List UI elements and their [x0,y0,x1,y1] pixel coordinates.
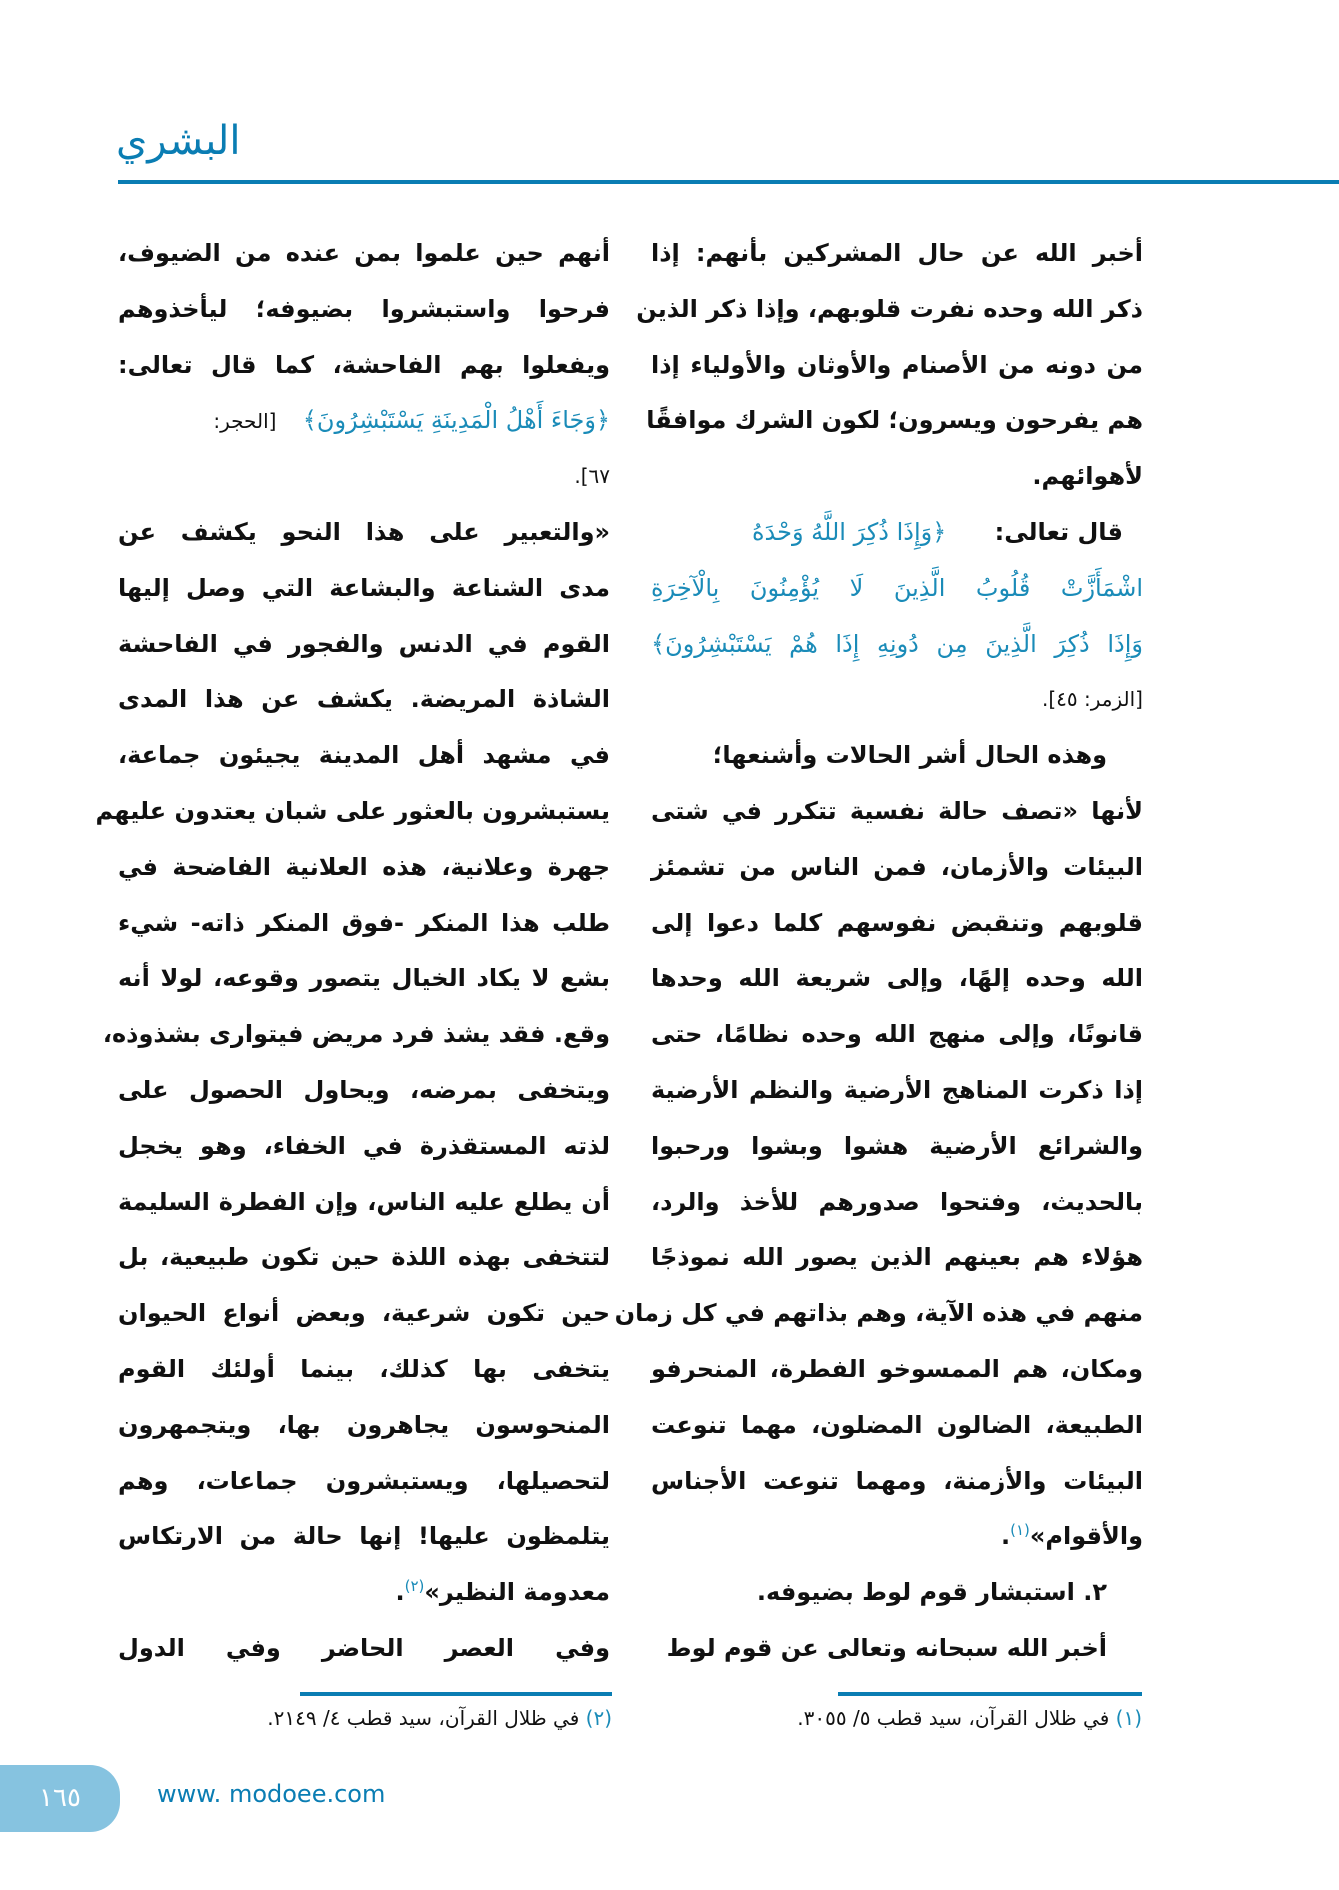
footnote-number: (٢) [585,1706,612,1730]
text-line: طلب هذا المنكر -فوق المنكر ذاته- شيء [118,908,610,937]
website-link[interactable]: www. modoee.com [157,1780,386,1808]
text-line: الله وحده إلهًا، وإلى شريعة الله وحدها [651,964,1143,993]
text-line: أخبر الله سبحانه وتعالى عن قوم لوط [666,1633,1107,1662]
quran-verse: ﴿وَجَاءَ أَهْلُ الْمَدِينَةِ يَسْتَبْشِرُونَ﴾ [302,406,610,435]
text-line: بشع لا يكاد الخيال يتصور وقوعه، لولا أنه [118,964,610,993]
text-line: إذا ذكرت المناهج الأرضية والنظم الأرضية [651,1075,1143,1104]
text-line: ويتخفى بمرضه، ويحاول الحصول على [118,1075,610,1104]
text-line: لتتخفى بهذه اللذة حين تكون طبيعية، بل [118,1243,610,1272]
text-line: ويفعلوا بهم الفاحشة، كما قال تعالى: [118,350,610,379]
text-line [651,505,1143,561]
text-line: لأنها «تصف حالة نفسية تتكرر في شتى [651,796,1143,825]
text-line: مدى الشناعة والبشاعة التي وصل إليها [118,573,610,602]
header-rule [118,180,1339,184]
text-line: حين تكون شرعية، وبعض أنواع الحيوان [118,1299,610,1328]
text-line: يتلمظون عليها! إنها حالة من الارتكاس [118,1522,610,1551]
footnote-number: (١) [1115,1706,1142,1730]
text-line: هؤلاء هم بعينهم الذين يصور الله نموذجًا [651,1243,1143,1272]
footnote-1 [797,1706,1142,1730]
text-line: الطبيعة، الضالون المضلون، مهما تنوعت [651,1410,1143,1439]
footnote-2 [267,1706,612,1730]
text-line [118,393,610,449]
verse-reference: [الزمر: ٤٥]. [1042,687,1143,712]
footnote-rule-right [838,1692,1142,1696]
text-line: جهرة وعلانية، هذه العلانية الفاضحة في [118,852,610,881]
period: . [1000,1522,1011,1551]
verse-reference: [الحجر: [213,409,277,434]
verse-reference: ٦٧]. [574,464,610,489]
text-line: الشاذة المريضة. يكشف عن هذا المدى [118,685,610,714]
footnote-marker[interactable]: (١) [1010,1521,1030,1540]
text-line: «والتعبير على هذا النحو يكشف عن [118,517,610,546]
text-line: فرحوا واستبشروا بضيوفه؛ ليأخذوهم [118,294,610,323]
text-line: أن يطلع عليه الناس، وإن الفطرة السليمة [118,1187,610,1216]
text-line: لأهوائهم. [1032,462,1143,491]
text-line: قلوبهم وتنقبض نفوسهم كلما دعوا إلى [651,908,1143,937]
text-line: المنحوسون يجاهرون بها، ويتجمهرون [118,1410,610,1439]
quote-intro: قال تعالى: [994,517,1123,546]
text-line: ومكان، هم الممسوخو الفطرة، المنحرفو [651,1354,1143,1383]
text-line: يستبشرون بالعثور على شبان يعتدون عليهم [95,796,610,825]
text-line: وفي العصر الحاضر وفي الدول [118,1633,610,1662]
text-line: ذكر الله وحده نفرت قلوبهم، وإذا ذكر الذين [636,294,1143,323]
text-line: من دونه من الأصنام والأوثان والأولياء إذا [651,350,1143,379]
text-line: أنهم حين علموا بمن عنده من الضيوف، [118,239,610,267]
text-line [651,1509,1143,1565]
left-column [95,226,610,1677]
text-line: لذته المستقذرة في الخفاء، وهو يخجل [118,1131,610,1160]
page-number-tab: ١٦٥ [0,1765,120,1832]
text-line: وقع. فقد يشذ فرد مريض فيتوارى بشذوذه، [102,1020,610,1049]
text-line: بالحديث، وفتحوا صدورهم للأخذ والرد، [651,1187,1143,1216]
text-line: لتحصيلها، ويستبشرون جماعات، وهم [118,1466,610,1495]
footnote-text: في ظلال القرآن، سيد قطب ٥/ ٣٠٥٥. [797,1706,1110,1730]
text-line: قانونًا، وإلى منهج الله وحده نظامًا، حتى [651,1020,1143,1049]
running-header-title: البشري [116,118,241,164]
text-line: في مشهد أهل المدينة يجيئون جماعة، [118,741,610,770]
right-column [614,226,1143,1677]
text-line: منهم في هذه الآية، وهم بذاتهم في كل زمان [614,1299,1143,1328]
text-line: القوم في الدنس والفجور في الفاحشة [118,629,610,658]
text-line: والشرائع الأرضية هشوا وبشوا ورحبوا [651,1131,1143,1160]
text-line: هم يفرحون ويسرون؛ لكون الشرك موافقًا [646,406,1143,435]
quran-verse-line: وَإِذَا ذُكِرَ الَّذِينَ مِن دُونِهِ إِذَا هُمْ يَسْتَبْشِرُونَ﴾ [651,629,1143,658]
text-line: البيئات والأزمان، فمن الناس من تشمئز [651,852,1143,881]
text-line: وهذه الحال أشر الحالات وأشنعها؛ [712,741,1107,770]
quran-verse-line: اشْمَأَزَّتْ قُلُوبُ الَّذِينَ لَا يُؤْمِنُونَ بِالْآخِرَةِ [651,573,1143,602]
section-heading: ٢. استبشار قوم لوط بضيوفه. [756,1578,1107,1607]
quran-verse: ﴿وَإِذَا ذُكِرَ اللَّهُ وَحْدَهُ [751,517,947,546]
footnote-marker[interactable]: (٢) [404,1577,425,1596]
text-line: يتخفى بها كذلك، بينما أولئك القوم [118,1354,610,1383]
line-text: معدومة النظير» [424,1578,610,1607]
text-line: البيئات والأزمنة، ومهما تنوعت الأجناس [651,1466,1143,1495]
text-line: أخبر الله عن حال المشركين بأنهم: إذا [651,239,1143,267]
footnote-text: في ظلال القرآن، سيد قطب ٤/ ٢١٤٩. [267,1706,580,1730]
footnote-rule-left [300,1692,612,1696]
line-text: والأقوام» [1029,1522,1143,1551]
text-line [118,1565,610,1621]
period: . [395,1578,405,1607]
